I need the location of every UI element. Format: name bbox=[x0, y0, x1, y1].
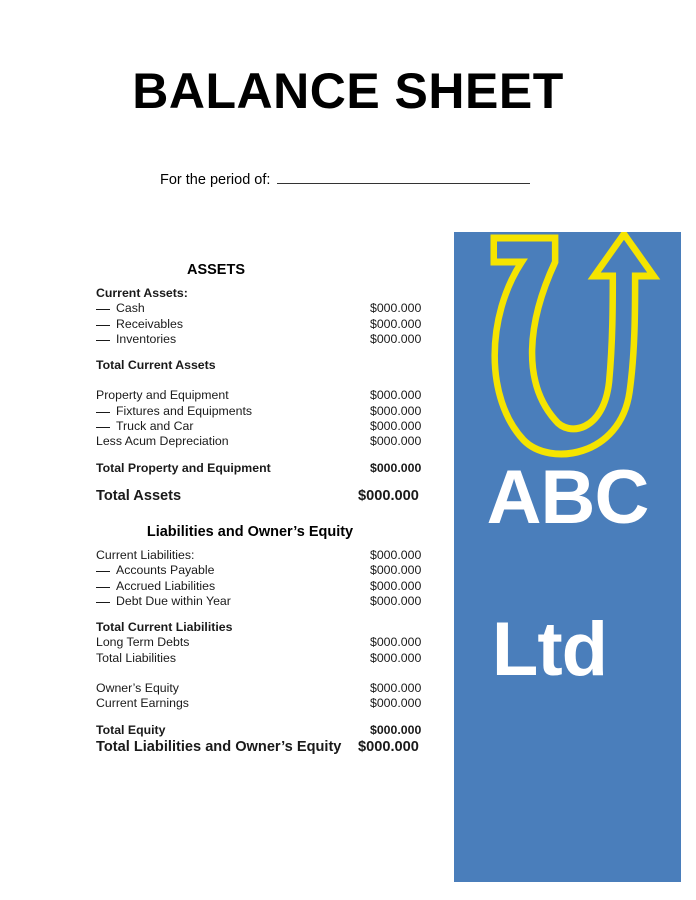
line-item-label: Accrued Liabilities bbox=[96, 579, 370, 594]
liabilities-heading: Liabilities and Owner’s Equity bbox=[146, 523, 354, 540]
line-item-accrued-liabilities bbox=[96, 579, 432, 594]
line-item-label: Property and Equipment bbox=[96, 388, 229, 403]
current-liabilities-heading-amount: $000.000 bbox=[370, 547, 422, 562]
line-item-label: Cash bbox=[96, 301, 370, 316]
line-item-property-and-equipment bbox=[96, 388, 432, 403]
line-item-fixtures-and-equipments bbox=[96, 404, 432, 419]
spacer bbox=[96, 450, 432, 461]
line-item-total-liabilities bbox=[96, 651, 432, 666]
line-item-amount: $000.000 bbox=[370, 593, 422, 608]
line-item-truck-and-car bbox=[96, 419, 432, 434]
spacer bbox=[96, 373, 432, 388]
spacer bbox=[96, 476, 432, 487]
blank-dash bbox=[96, 340, 110, 341]
line-item-amount: $000.000 bbox=[370, 681, 422, 696]
statement-body bbox=[96, 262, 432, 757]
total-current-assets-row bbox=[96, 358, 432, 373]
blank-dash bbox=[96, 309, 110, 310]
total-current-liabilities-row bbox=[96, 620, 432, 635]
line-item-label: Total Liabilities bbox=[96, 650, 176, 665]
line-item-amount: $000.000 bbox=[370, 403, 422, 418]
line-item-label: Less Acum Depreciation bbox=[96, 434, 229, 449]
total-current-assets-label: Total Current Assets bbox=[96, 358, 216, 373]
period-row bbox=[160, 170, 530, 188]
blank-dash bbox=[96, 427, 110, 428]
line-item-label: Accounts Payable bbox=[96, 563, 370, 578]
line-item-amount: $000.000 bbox=[370, 331, 422, 346]
total-property-amount: $000.000 bbox=[370, 460, 422, 475]
line-item-amount: $000.000 bbox=[370, 301, 422, 316]
line-item-amount: $000.000 bbox=[370, 419, 422, 434]
grand-total-label: Total Liabilities and Owner’s Equity bbox=[96, 738, 342, 755]
line-item-amount: $000.000 bbox=[370, 635, 422, 650]
line-item-label: Current Earnings bbox=[96, 696, 189, 711]
line-item-owners-equity bbox=[96, 681, 432, 696]
line-item-debt-due-within-year bbox=[96, 594, 432, 609]
line-item-label: Fixtures and Equipments bbox=[96, 404, 370, 419]
total-equity-row bbox=[96, 723, 432, 738]
line-item-label: Owner’s Equity bbox=[96, 681, 179, 696]
current-assets-heading-label: Current Assets: bbox=[96, 286, 188, 300]
line-item-label: Debt Due within Year bbox=[96, 594, 370, 609]
line-item-amount: $000.000 bbox=[370, 696, 422, 711]
grand-total-amount: $000.000 bbox=[358, 738, 419, 755]
current-liabilities-heading-row bbox=[96, 548, 432, 563]
assets-heading: ASSETS bbox=[186, 262, 245, 278]
line-item-current-earnings bbox=[96, 696, 432, 711]
blank-dash bbox=[96, 602, 110, 603]
line-item-amount: $000.000 bbox=[370, 578, 422, 593]
line-item-label: Truck and Car bbox=[96, 419, 370, 434]
blank-dash bbox=[96, 325, 110, 326]
page-title: BALANCE SHEET bbox=[132, 63, 564, 119]
logo-panel bbox=[454, 232, 681, 882]
spacer bbox=[96, 347, 432, 358]
line-item-label: Long Term Debts bbox=[96, 635, 190, 650]
line-item-long-term-debts bbox=[96, 635, 432, 650]
spacer bbox=[96, 506, 432, 524]
total-assets-label: Total Assets bbox=[96, 487, 182, 504]
spacer bbox=[96, 609, 432, 620]
total-equity-label: Total Equity bbox=[96, 722, 166, 737]
brand-name-line-1: ABC bbox=[486, 455, 649, 540]
total-property-label: Total Property and Equipment bbox=[96, 460, 271, 475]
line-item-amount: $000.000 bbox=[370, 650, 422, 665]
blank-dash bbox=[96, 587, 110, 588]
grand-total-row bbox=[96, 738, 432, 757]
line-item-label: Inventories bbox=[96, 332, 370, 347]
brand-name-line-2: Ltd bbox=[491, 607, 608, 692]
line-item-amount: $000.000 bbox=[370, 388, 422, 403]
line-item-accounts-payable bbox=[96, 563, 432, 578]
line-item-amount: $000.000 bbox=[370, 434, 422, 449]
current-assets-heading-row bbox=[96, 286, 432, 301]
line-item-cash bbox=[96, 301, 432, 316]
current-liabilities-heading-label: Current Liabilities: bbox=[96, 547, 195, 562]
blank-dash bbox=[96, 571, 110, 572]
upward-arrow-swoosh-icon bbox=[472, 232, 668, 464]
total-assets-row bbox=[96, 487, 432, 506]
spacer bbox=[96, 666, 432, 681]
line-item-amount: $000.000 bbox=[370, 316, 422, 331]
line-item-inventories bbox=[96, 332, 432, 347]
total-assets-amount: $000.000 bbox=[358, 487, 419, 504]
total-property-and-equipment-row bbox=[96, 461, 432, 476]
total-current-liabilities-label: Total Current Liabilities bbox=[96, 620, 233, 635]
spacer bbox=[96, 712, 432, 723]
blank-dash bbox=[96, 412, 110, 413]
total-equity-amount: $000.000 bbox=[370, 722, 422, 737]
line-item-amount: $000.000 bbox=[370, 563, 422, 578]
line-item-label: Receivables bbox=[96, 317, 370, 332]
line-item-receivables bbox=[96, 317, 432, 332]
line-item-less-acum-depreciation bbox=[96, 434, 432, 449]
period-input-blank[interactable] bbox=[277, 170, 530, 184]
period-label: For the period of: bbox=[160, 172, 271, 188]
